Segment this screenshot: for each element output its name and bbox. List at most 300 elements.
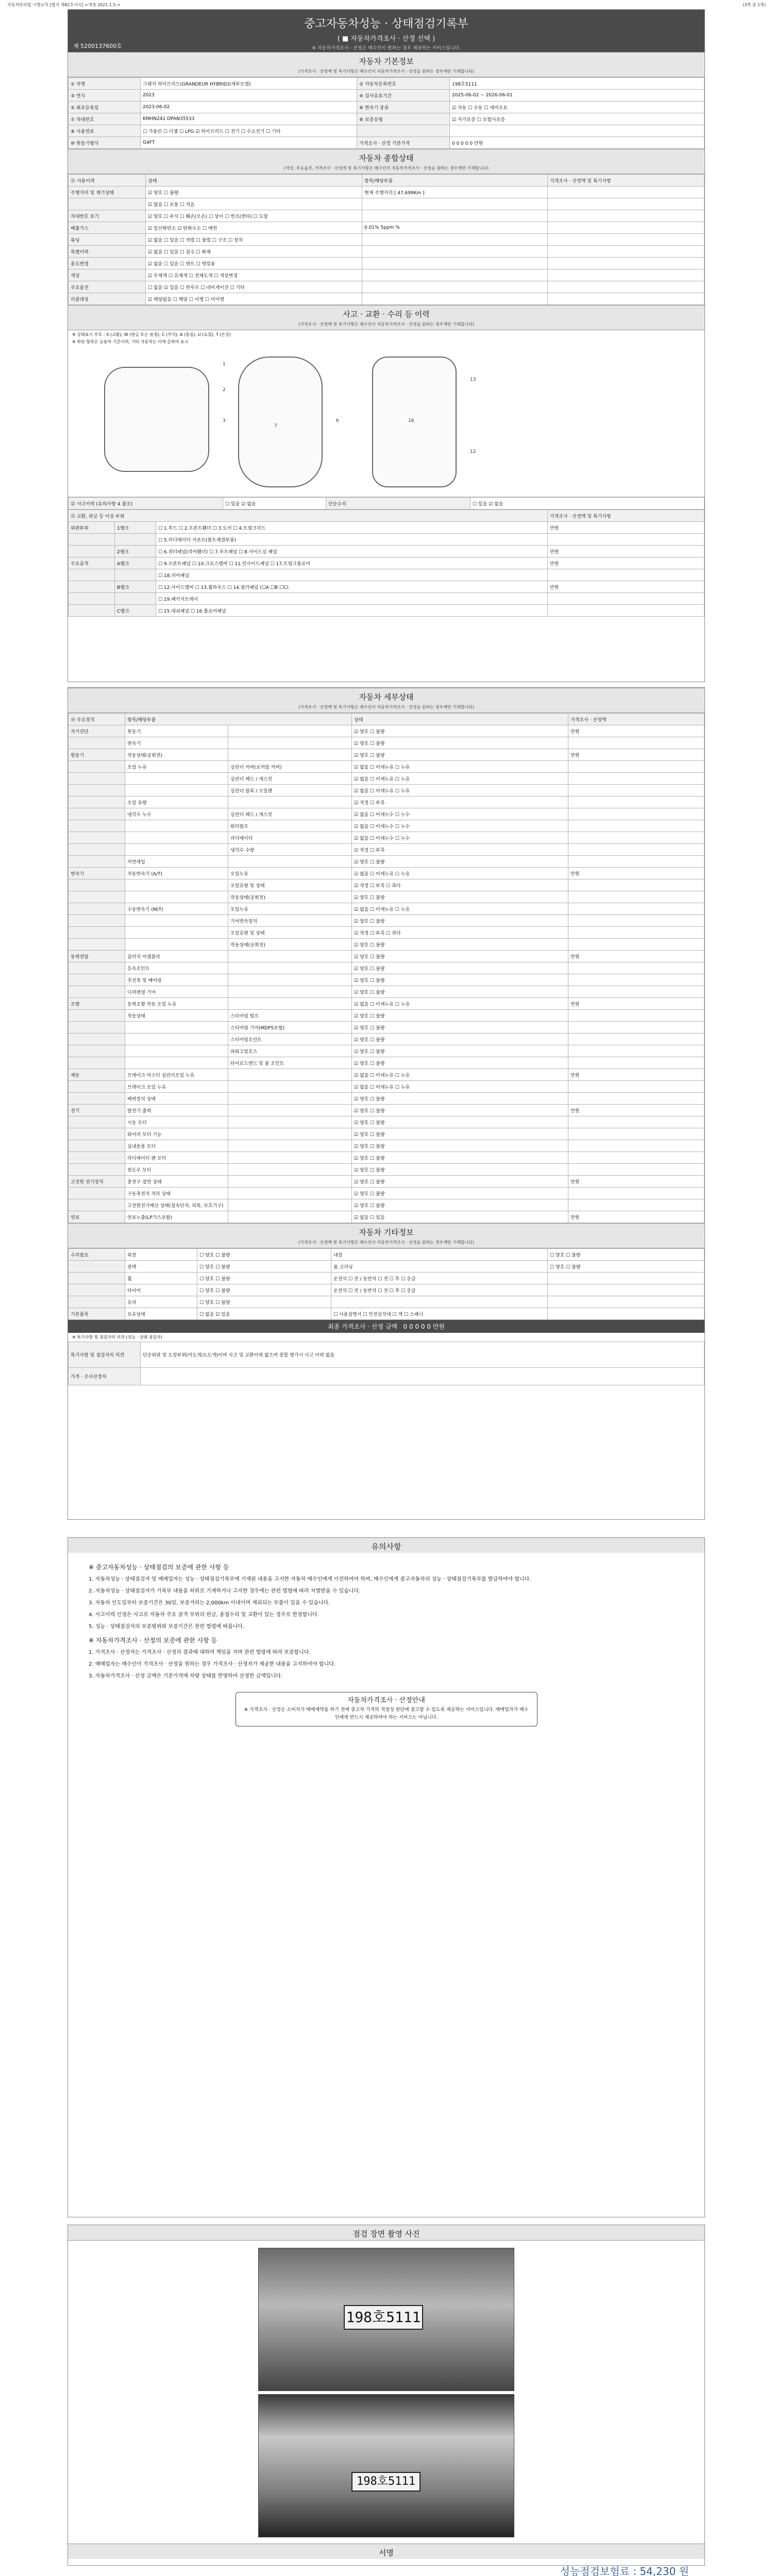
device-group [69,796,125,808]
rank-level: B랭크 [115,581,156,593]
device-status: ☑ 양호 ☐ 불량 [352,1057,568,1069]
page-counter: (3쪽 중 1쪽) [743,3,766,7]
rank-table [68,510,704,617]
history-cell: ☐ 있음 ☑ 없음 [223,498,326,510]
device-item [125,1033,228,1045]
device-group [69,939,125,951]
column-header: ⑪ 사용이력 [69,175,146,187]
device-part [228,796,352,808]
other-extra [548,1273,704,1284]
table-row [69,737,704,749]
device-group [69,773,125,785]
document-header [68,10,704,52]
detail-table [68,713,704,1223]
device-price [568,1152,704,1164]
page-2 [68,687,705,1520]
device-status: ☑ 양호 ☐ 불량 [352,737,568,749]
device-status: ☑ 양호 ☐ 불량 [352,1128,568,1140]
device-item: 충전구 절연 상태 [125,1176,228,1188]
rank-price [548,593,704,605]
device-group: 연료 [69,1211,125,1223]
device-price: 만원 [568,749,704,761]
column-header: 가격조사 · 산정액 및 특기사항 [548,175,704,187]
device-part: 파워고압호스 [228,1045,352,1057]
device-status: ☑ 없음 ☐ 미세누수 ☐ 누수 [352,808,568,820]
table-row [69,113,704,125]
item-status: ☑ 일산화탄소 ☑ 탄화수소 ☐ 매연 [146,222,362,234]
item-price [548,222,704,234]
rank-group [69,534,115,546]
item-detail [362,210,548,222]
rank-title: ⑬ 교환, 판금 등 이상 부위 [69,510,548,522]
device-item: 브레이크 오일 누유 [125,1081,228,1093]
sign-row [68,2559,704,2576]
device-price: 만원 [568,951,704,962]
device-price [568,1116,704,1128]
other-detail: 내장 [331,1249,548,1261]
table-row [69,605,704,617]
device-price [568,1199,704,1211]
device-price [568,808,704,820]
item-price [548,269,704,281]
device-group [69,785,125,796]
final-note: ※ 특기사항 및 점검자의 의견 (성능 · 상태 점검자) [72,1335,162,1340]
item-price [548,293,704,305]
device-price [568,796,704,808]
device-group [69,974,125,986]
rank-parts: ☐ 12.사이드멤버 ☐ 13.휠하우스 ☐ 14.필러패널 (☐A ☐B ☐C) [156,581,548,593]
field-value: 2025-06-02 ~ 2026-06-01 [450,90,704,101]
rank-price: 만원 [548,522,704,534]
device-price [568,1057,704,1069]
price-person-label: 가격 · 조사산정자 [69,1368,141,1385]
other-status: ☐ 양호 ☐ 불량 [197,1284,331,1296]
other-group [69,1296,125,1308]
history-cell: 단순수리 [326,498,470,510]
other-item: 광택 [125,1261,197,1273]
device-item: 냉각수 누수 [125,808,228,820]
device-price [568,915,704,927]
item-price [548,187,704,198]
device-price [568,1010,704,1022]
device-group [69,1128,125,1140]
column-header: 항목/해당부품 [125,714,352,725]
column-header: 상태 [146,175,362,187]
table-row [69,269,704,281]
table-row [69,998,704,1010]
device-price: 만원 [568,868,704,879]
device-item: 시동 모터 [125,1116,228,1128]
other-status: ☐ 없음 ☑ 있음 [197,1308,331,1320]
device-item [125,891,228,903]
device-item: 발전기 출력 [125,1105,228,1116]
device-item: 추진축 및 베어링 [125,974,228,986]
sign-title: 서명 [68,2544,704,2559]
table-row [69,1308,704,1320]
field-label: ⑧ 보증유형 [357,113,450,125]
item-label: 리콜대상 [69,293,146,305]
device-group [69,986,125,998]
table-row [69,1273,704,1284]
rank-right-head: 가격조사 · 산정액 및 특기사항 [548,510,704,522]
device-group: 고전원 전기장치 [69,1176,125,1188]
device-status: ☑ 양호 ☐ 불량 [352,1116,568,1128]
device-status: ☑ 없음 ☐ 미세누유 ☐ 누유 [352,903,568,915]
price-notice-title: 자동차가격조사 · 산정안내 [347,1697,425,1704]
accident-note: (가격조사 · 산정액 및 특기사항은 매수인이 자동차가격조사 · 산정을 원하는 경우에만 기재합니다) [68,320,704,330]
device-item [125,915,228,927]
device-price [568,1045,704,1057]
page-4 [68,2225,705,2576]
device-group [69,1199,125,1211]
rank-price [548,569,704,581]
field-label [357,125,450,137]
device-part [228,986,352,998]
item-detail [362,293,548,305]
device-part: 작동상태(공회전) [228,939,352,951]
table-row [69,844,704,856]
device-status: ☑ 양호 ☐ 불량 [352,986,568,998]
part-number: 3 [223,418,226,423]
other-title: 자동차 기타정보 [68,1223,704,1239]
device-status: ☑ 양호 ☐ 불량 [352,1140,568,1152]
device-part: 실린더 헤드 / 개스킷 [228,773,352,785]
item-status: ☑ 없음 ☐ 있음 ☐ 침수 ☐ 화재 [146,246,362,258]
device-group [69,1116,125,1128]
field-value [450,125,704,137]
accident-legend: ※ 상태표시 부호 : X (교환), W (판금 또는 용접), C (부식), A (흠집), U (요철), T (손상) [72,332,231,337]
item-status: ☐ 없음 ☑ 있음 ☐ 썬루프 ☐ 네비게이션 ☐ 기타 [146,281,362,293]
table-row [69,293,704,305]
notes-title: 유의사항 [68,1538,704,1553]
other-extra [548,1296,704,1308]
item-status: ☑ 해당없음 ☐ 해당 ☐ 이행 ☐ 미이행 [146,293,362,305]
device-status: ☑ 양호 ☐ 불량 [352,1199,568,1211]
item-price [548,258,704,269]
device-item: 연료누출(LP가스포함) [125,1211,228,1223]
device-group [69,927,125,939]
inspection-photo-rear [258,2394,514,2537]
item-status: ☑ 양호 ☐ 부식 ☐ 훼손(오손) ☐ 상이 ☐ 변조(변타) ☐ 도말 [146,210,362,222]
rank-group: 외판부위 [69,522,115,534]
device-price [568,974,704,986]
other-group [69,1273,125,1284]
device-item [125,773,228,785]
car-frame-view [372,357,457,487]
device-group [69,1010,125,1022]
table-row [69,534,704,546]
device-item: 브레이크 마스터 실린더오일 누유 [125,1069,228,1081]
field-value: KMHN241 DPAN35533 [141,113,357,125]
device-price: 만원 [568,1069,704,1081]
device-part: 스티어링 펌프 [228,1010,352,1022]
detail-note: (가격조사 · 산정액 및 특기사항은 매수인이 자동차가격조사 · 산정을 원하는 경우에만 기재합니다) [68,703,704,713]
field-label: ② 자동차등록번호 [357,78,450,90]
basic-info-title: 자동차 기본정보 [68,52,704,67]
notice-item: 3. 자동차 인도일부터 보증기간은 30일, 보증거리는 2,000km 이내이며 제외되는 부품이 있을 수 있습니다. [89,1600,330,1606]
accident-legend-2: ※ 하단 항목은 승용차 기준이며, 기타 자동차는 이에 준하여 표시 [72,340,189,344]
other-note: (가격조사 · 산정액 및 특기사항은 매수인이 자동차가격조사 · 산정을 원하는 경우에만 기재합니다) [68,1239,704,1248]
other-item: 보유상태 [125,1308,197,1320]
device-price: 만원 [568,998,704,1010]
other-status: ☐ 양호 ☐ 불량 [197,1249,331,1261]
other-extra [548,1308,704,1320]
device-status: ☑ 없음 ☐ 있음 [352,1211,568,1223]
field-label: ⑩ 원동기형식 [69,137,141,149]
column-header: ⑭ 주요장치 [69,714,125,725]
device-price [568,1081,704,1093]
document-subtitle: ( ■ 자동차가격조사 · 산정 선택 ) [337,35,435,43]
notice-item: 1. 가격조사 · 산정자는 가격조사 · 산정의 결과에 대하여 책임을 지며 관련 법령에 따라 보증합니다. [89,1650,311,1655]
device-price [568,903,704,915]
device-item: 디퍼렌셜 기어 [125,986,228,998]
field-label: ④ 검사유효기간 [357,90,450,101]
insurance-fee: 성능점검보험료 : 54,230 원 [560,2565,689,2576]
table-row [69,868,704,879]
document-note: ※ 자동차가격조사 · 산정은 매수인이 원하는 경우 제공하는 서비스입니다. [312,46,461,51]
device-part: 타이로드엔드 및 볼 조인트 [228,1057,352,1069]
field-label: ⑤ 최초등록일 [69,101,141,113]
device-group [69,1022,125,1033]
device-part: 냉각수 수량 [228,844,352,856]
device-part: 작동상태(공회전) [228,891,352,903]
other-item: 외장 [125,1249,197,1261]
rank-parts: ☐ 18.리어패널 [156,569,548,581]
notes-part1-title: ※ 중고자동차성능 · 상태점검의 보증에 관한 사항 등 [89,1564,229,1571]
device-part [228,1093,352,1105]
field-value: 2023-06-02 [141,101,357,113]
device-item: 원동기 [125,725,228,737]
table-row [69,1176,704,1188]
rank-group [69,546,115,557]
device-status: ☑ 양호 ☐ 불량 [352,1105,568,1116]
table-row [69,1116,704,1128]
history-cell: ☐ 있음 ☑ 없음 [470,498,704,510]
device-item [125,939,228,951]
field-label: ③ 연식 [69,90,141,101]
device-part: 워터펌프 [228,820,352,832]
device-price: 만원 [568,725,704,737]
table-row [69,581,704,593]
table-row [69,1199,704,1211]
final-price-value: 0 0 0 0 0 만원 [403,1323,445,1330]
device-group [69,856,125,868]
device-group [69,1188,125,1199]
device-group: 동력전달 [69,951,125,962]
item-detail [362,281,548,293]
device-item: 배력장치 상태 [125,1093,228,1105]
device-price [568,820,704,832]
rank-parts: ☐ 19.패키지트레이 [156,593,548,605]
device-item: 동력조향 작동 오일 누유 [125,998,228,1010]
device-part [228,1140,352,1152]
device-part: 스티어링 기어(MDPS포함) [228,1022,352,1033]
notice-item: 2. 매매업자는 매수인이 가격조사 · 산정을 원하는 경우 가격조사 · 산정자가 제공한 내용을 고지하여야 합니다. [89,1662,335,1667]
item-label: 색상 [69,269,146,281]
device-part [228,1152,352,1164]
device-part [228,1069,352,1081]
part-number: 16 [408,418,414,423]
table-row [69,222,704,234]
device-group [69,1045,125,1057]
table-row [69,808,704,820]
other-extra [548,1284,704,1296]
notes-part2-title: ※ 자동차가격조사 · 산정의 보증에 관한 사항 등 [89,1637,217,1644]
table-row [69,210,704,222]
device-price [568,737,704,749]
device-item [125,879,228,891]
device-part [228,1116,352,1128]
device-status: ☑ 없음 ☐ 미세누유 ☐ 누유 [352,785,568,796]
table-row [69,785,704,796]
device-part [228,974,352,986]
price-person-value [141,1368,704,1385]
car-diagram [68,346,704,497]
table-row [69,557,704,569]
table-row [69,101,704,113]
other-status: ☐ 양호 ☐ 불량 [197,1261,331,1273]
table-row [69,546,704,557]
device-status: ☑ 적정 ☐ 부족 [352,796,568,808]
price-notice-text: ※ 가격조사 · 산정은 소비자가 매매계약을 하기 전에 중고차 가격의 적절성 판단에 참고할 수 있도록 제공하는 서비스입니다. 매매업자가 매수인에게 반드시 제공하여야 하는 서비스는 아닙니다. [244,1707,529,1720]
part-number: 1 [223,362,226,367]
field-label: ① 차명 [69,78,141,90]
item-label [69,198,146,210]
table-row [69,1033,704,1045]
device-part [228,1081,352,1093]
item-label: 용도변경 [69,258,146,269]
device-price [568,856,704,868]
item-detail [362,198,548,210]
field-label: ⑨ 사용연료 [69,125,141,137]
table-row [69,927,704,939]
device-status: ☑ 양호 ☐ 불량 [352,749,568,761]
item-price [548,281,704,293]
rank-parts: ☐ 15.대쉬패널 ☐ 16.플로어패널 [156,605,548,617]
device-price: 만원 [568,1105,704,1116]
device-price: 만원 [568,1176,704,1188]
other-detail [331,1296,548,1308]
device-item [125,1045,228,1057]
device-group [69,891,125,903]
device-status: ☑ 양호 ☐ 불량 [352,939,568,951]
item-status: ☑ 양호 ☐ 불량 [146,187,362,198]
table-row [69,258,704,269]
device-price [568,891,704,903]
field-value: ☑ 자동 ☐ 수동 ☐ 세미오토 [450,101,704,113]
device-group [69,1164,125,1176]
device-item [125,785,228,796]
device-status: ☑ 양호 ☐ 불량 [352,1045,568,1057]
device-group [69,820,125,832]
notice-item: 4. 사고이력 인정은 사고로 자동차 주요 골격 부위의 판금, 용접수리 및 교환이 있는 경우로 한정합니다. [89,1612,319,1618]
rank-parts: ☐ 6.쿼터패널(리어휀더) ☐ 7.루프패널 ☐ 8.사이드실 패널 [156,546,548,557]
device-status: ☑ 없음 ☐ 미세누유 ☐ 누유 [352,1069,568,1081]
item-status: ☑ 많음 ☐ 보통 ☐ 적음 [146,198,362,210]
item-detail [362,269,548,281]
device-price [568,761,704,773]
table-row [69,1249,704,1261]
item-label: 배출가스 [69,222,146,234]
license-plate-rear: 198호5111 [351,2472,421,2492]
table-row [69,1128,704,1140]
table-row [69,1010,704,1022]
table-row [69,761,704,773]
device-item: 구동축전지 격리 상태 [125,1188,228,1199]
page-1 [68,9,705,682]
device-price [568,773,704,785]
device-price [568,962,704,974]
device-status: ☑ 양호 ☐ 불량 [352,915,568,927]
other-group: 기본품목 [69,1308,125,1320]
summary-title: 자동차 종합상태 [68,149,704,164]
part-number: 7 [274,423,277,429]
device-group: 전기 [69,1105,125,1116]
item-price [548,246,704,258]
device-item [125,832,228,844]
accident-history-table [68,497,704,510]
rank-price: 만원 [548,581,704,593]
device-part [228,725,352,737]
device-group: 조향 [69,998,125,1010]
device-group [69,737,125,749]
field-value: G4FT [141,137,357,149]
table-row [69,1211,704,1223]
item-label: 특별이력 [69,246,146,258]
device-group [69,903,125,915]
rank-price [548,534,704,546]
rank-price: 만원 [548,557,704,569]
device-part: 실린더 커버(로커암 커버) [228,761,352,773]
field-value: 198호5111 [450,78,704,90]
device-part: 오일유량 및 상태 [228,927,352,939]
device-item [125,820,228,832]
item-label: 튜닝 [69,234,146,246]
field-label: 가격조사 · 산정 기준가격 [357,137,450,149]
form-reference: 자동차관리법 시행규칙 [별지 제82호서식] <개정 2021.1.5.> [7,3,121,7]
other-detail: 룸 크리닝 [331,1261,548,1273]
table-row [69,939,704,951]
table-row [69,820,704,832]
device-group [69,1152,125,1164]
table-row [69,974,704,986]
other-group: 수리필요 [69,1249,125,1261]
device-part: 스티어링조인트 [228,1033,352,1045]
table-row [69,1140,704,1152]
device-status: ☑ 양호 ☐ 불량 [352,1152,568,1164]
table-row [69,832,704,844]
table-row [69,951,704,962]
device-part [228,951,352,962]
document-title: 중고자동차성능 · 상태점검기록부 [304,18,468,30]
device-part: 실린더 블록 / 오일팬 [228,785,352,796]
device-item: 와이퍼 모터 기능 [125,1128,228,1140]
field-label: ⑦ 차대번호 [69,113,141,125]
final-price-label: 최종 가격조사 · 산정 금액 [328,1323,398,1330]
device-part [228,737,352,749]
device-group [69,761,125,773]
device-item: 작동상태(공회전) [125,749,228,761]
device-group [69,844,125,856]
device-item: 고전원전기배선 상태(접속단자, 피복, 보호기구) [125,1199,228,1211]
device-item [125,1022,228,1033]
device-status: ☑ 없음 ☐ 미세누유 ☐ 누유 [352,761,568,773]
opinion-table [68,1342,704,1385]
other-status: ☐ 양호 ☐ 불량 [197,1296,331,1308]
device-price [568,1033,704,1045]
device-status: ☑ 적정 ☐ 부족 ☐ 과다 [352,927,568,939]
device-price [568,1164,704,1176]
